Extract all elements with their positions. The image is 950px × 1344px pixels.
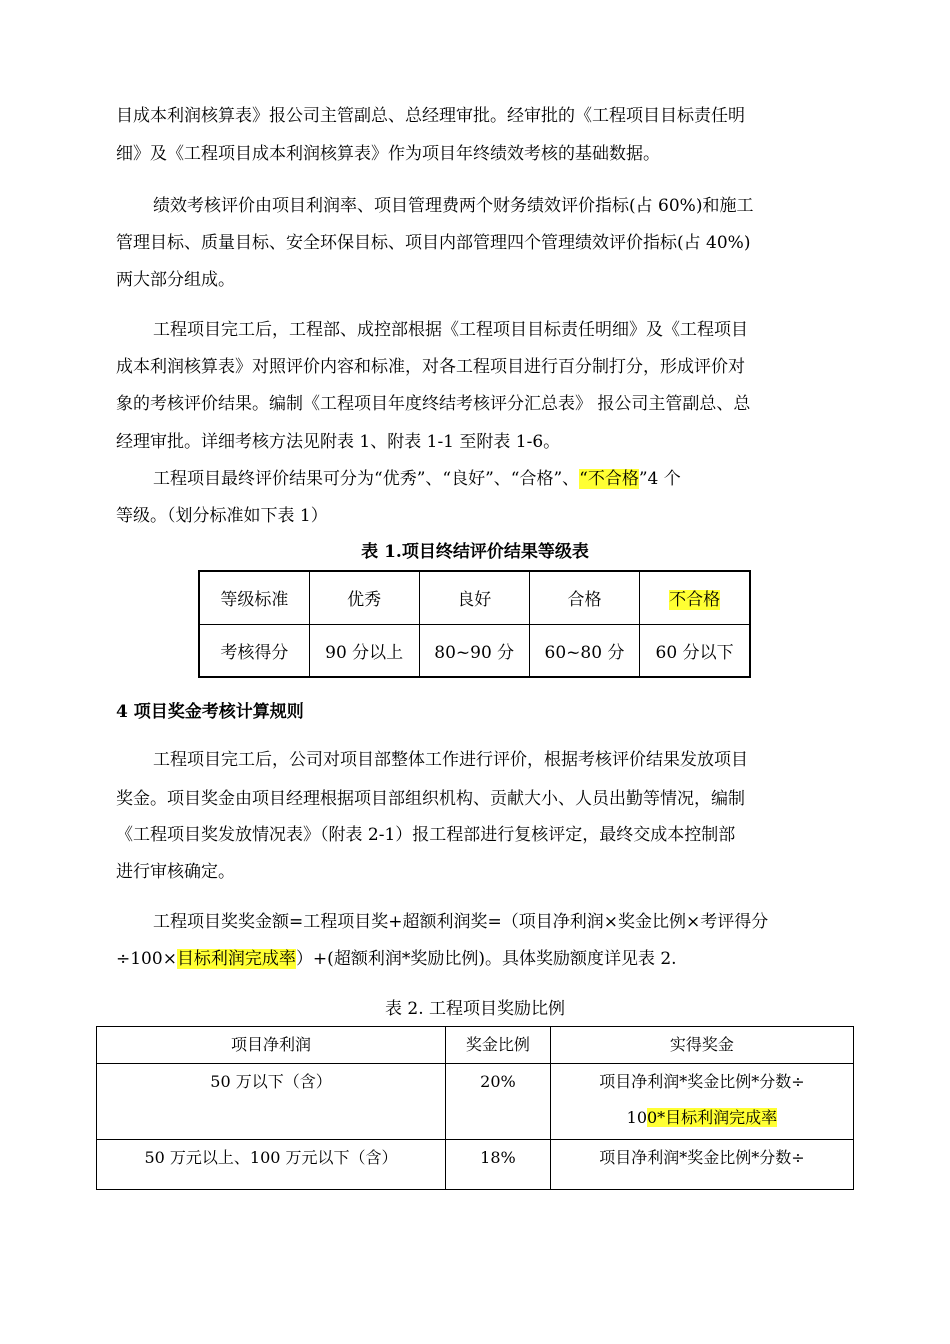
reward-table: [96, 1026, 854, 1190]
paragraph-line: 绩效考核评价由项目利润率、项目管理费两个财务绩效评价指标(占 60%)和施工: [153, 196, 754, 216]
paragraph-line: 《工程项目奖发放情况表》（附表 2-1）报工程部进行复核评定，最终交成本控制部: [116, 825, 736, 845]
table-cell: 50 万以下（含）: [97, 1064, 446, 1140]
cell-line: 项目净利润*奖金比例*分数÷: [599, 1072, 805, 1091]
column-header: 实得奖金: [550, 1027, 853, 1064]
table-cell: 50 万元以上、100 万元以下（含）: [97, 1140, 446, 1190]
highlighted-text: 0*目标利润完成率: [647, 1108, 778, 1127]
paragraph-line: 工程项目奖奖金额=工程项目奖+超额利润奖=（项目净利润×奖金比例×考评得分: [153, 912, 769, 932]
table-caption: 表 1.项目终结评价结果等级表: [361, 542, 589, 562]
table-cell: 考核得分: [199, 624, 309, 677]
paragraph-line: 象的考核评价结果。编制《工程项目年度终结考核评分汇总表》 报公司主管副总、总: [116, 394, 751, 414]
table-row: [199, 571, 750, 624]
text-span: ”4 个: [638, 469, 681, 489]
grade-table: [198, 570, 751, 678]
paragraph-line: 工程项目完工后，工程部、成控部根据《工程项目目标责任明细》及《工程项目: [153, 320, 748, 340]
section-heading: 4 项目奖金考核计算规则: [116, 702, 304, 722]
table-cell: [640, 571, 750, 624]
paragraph-line: [153, 467, 681, 491]
table-header-row: [97, 1027, 854, 1064]
table-cell: 60~80 分: [529, 624, 639, 677]
paragraph-line: 管理目标、质量目标、安全环保目标、项目内部管理四个管理绩效评价指标(占 40%): [116, 233, 751, 253]
highlighted-text: 不合格: [669, 590, 721, 611]
cell-line: [551, 1100, 853, 1136]
table-cell: 80~90 分: [419, 624, 529, 677]
paragraph-line: 工程项目完工后，公司对项目部整体工作进行评价，根据考核评价结果发放项目: [153, 750, 748, 770]
paragraph-line: 两大部分组成。: [116, 270, 235, 290]
paragraph-line: 进行审核确定。: [116, 862, 235, 882]
paragraph-line: 成本利润核算表》对照评价内容和标准，对各工程项目进行百分制打分，形成评价对: [116, 357, 745, 377]
highlighted-text: 目标利润完成率: [176, 949, 296, 969]
table-cell: 优秀: [309, 571, 419, 624]
text-span: ÷100×: [116, 949, 177, 969]
table-cell: [550, 1064, 853, 1140]
table-cell: 良好: [419, 571, 529, 624]
table-cell: 90 分以上: [309, 624, 419, 677]
table-row: [199, 624, 750, 677]
paragraph-line: [116, 947, 677, 971]
table-row: [97, 1140, 854, 1190]
highlighted-text: “不合格: [579, 469, 639, 489]
table-caption: 表 2. 工程项目奖励比例: [384, 999, 566, 1019]
table-cell: 合格: [529, 571, 639, 624]
text-span: 工程项目最终评价结果可分为“优秀”、“良好”、“合格”、: [153, 469, 580, 489]
column-header: 奖金比例: [446, 1027, 551, 1064]
paragraph-line: 等级。（划分标准如下表 1）: [116, 506, 328, 526]
paragraph-line: 奖金。项目奖金由项目经理根据项目部组织机构、贡献大小、人员出勤等情况，编制: [116, 789, 745, 809]
text-span: 10: [626, 1108, 647, 1127]
table-cell: 项目净利润*奖金比例*分数÷: [550, 1140, 853, 1190]
table-row: [97, 1064, 854, 1140]
column-header: 项目净利润: [97, 1027, 446, 1064]
paragraph-line: 细》及《工程项目成本利润核算表》作为项目年终绩效考核的基础数据。: [116, 144, 660, 164]
table-cell: 等级标准: [199, 571, 309, 624]
text-span: ）+(超额利润*奖励比例)。具体奖励额度详见表 2.: [295, 949, 677, 969]
table-cell: 20%: [446, 1064, 551, 1140]
table-cell: 60 分以下: [640, 624, 750, 677]
paragraph-line: 经理审批。详细考核方法见附表 1、附表 1-1 至附表 1-6。: [116, 432, 561, 452]
paragraph-line: 目成本利润核算表》报公司主管副总、总经理审批。经审批的《工程项目目标责任明: [116, 106, 745, 126]
table-cell: 18%: [446, 1140, 551, 1190]
